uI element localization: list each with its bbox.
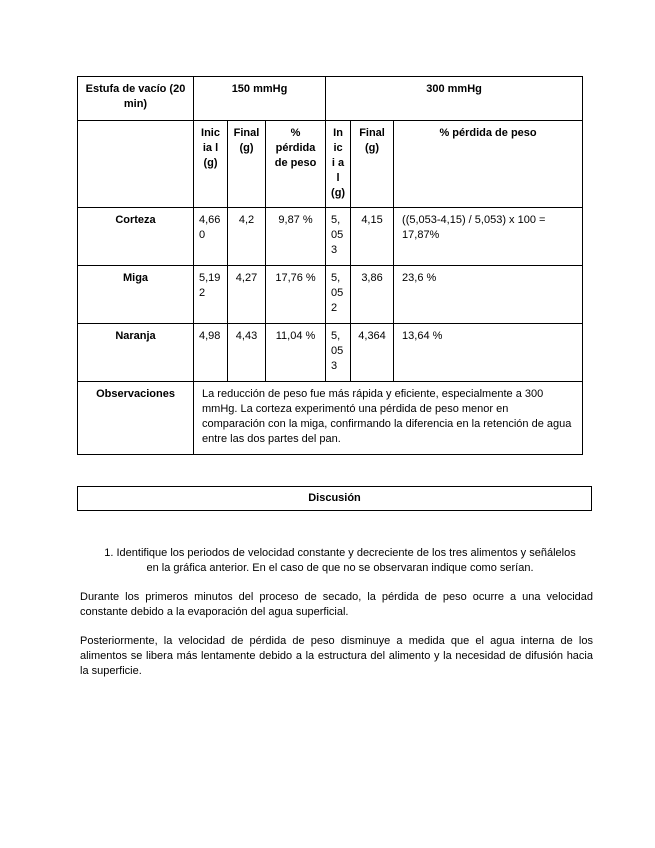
row-label-corteza: Corteza [78,208,194,266]
initial-300-cell: 5,052 [326,266,351,324]
initial-300-header: In ic i al (g) [326,121,351,208]
table-corner-header: Estufa de vacío (20 min) [78,77,194,121]
answer-paragraph-2: Posteriormente, la velocidad de pérdida de peso disminuye a medida que el agua interna de los alimentos se libera más lentamente debido a la estructura del alimento y la necesidad de difusión hacia la superficie. [80,635,593,677]
loss-300-cell: 23,6 % [394,266,583,324]
observations-label: Observaciones [78,382,194,455]
table-row [78,266,583,324]
final-150-header: Final (g) [228,121,266,208]
loss-150-cell: 9,87 % [266,208,326,266]
final-150-cell: 4,2 [228,208,266,266]
drying-results-table [77,76,583,455]
final-300-cell: 4,15 [351,208,394,266]
final-300-cell: 4,364 [351,324,394,382]
loss-300-cell: ((5,053-4,15) / 5,053) x 100 = 17,87% [394,208,583,266]
row-label-miga: Miga [78,266,194,324]
table-row [78,208,583,266]
loss-150-header: % pérdida de peso [266,121,326,208]
table-row [78,324,583,382]
final-150-cell: 4,27 [228,266,266,324]
row-label-naranja: Naranja [78,324,194,382]
pressure-300-header: 300 mmHg [326,77,583,121]
loss-300-cell: 13,64 % [394,324,583,382]
final-150-cell: 4,43 [228,324,266,382]
observations-row [78,382,583,455]
loss-150-cell: 17,76 % [266,266,326,324]
final-300-header: Final (g) [351,121,394,208]
loss-300-header: % pérdida de peso [394,121,583,208]
discussion-question: 1. Identifique los periodos de velocidad constante y decreciente de los tres alimentos y señálelos en la gráfica anterior. En el caso de que no se observaran indique como serían. [104,547,576,574]
initial-150-cell: 4,98 [194,324,228,382]
initial-300-cell: 5,053 [326,208,351,266]
initial-150-cell: 5,192 [194,266,228,324]
table-header-row [78,77,583,121]
empty-cell [78,121,194,208]
initial-300-cell: 5,053 [326,324,351,382]
initial-150-header: Inic ia l (g) [194,121,228,208]
final-300-cell: 3,86 [351,266,394,324]
loss-150-cell: 11,04 % [266,324,326,382]
answer-paragraph-1: Durante los primeros minutos del proceso de secado, la pérdida de peso ocurre a una velocidad constante debido a la evaporación del agua superficial. [80,591,593,618]
initial-150-cell: 4,660 [194,208,228,266]
table-subheader-row [78,121,583,208]
pressure-150-header: 150 mmHg [194,77,326,121]
observations-text: La reducción de peso fue más rápida y eficiente, especialmente a 300 mmHg. La corteza experimentó una pérdida de peso menor en comparación con la miga, confirmando la diferencia en la retención de agua entre las dos partes del pan. [194,382,583,455]
discussion-title: Discusión [77,486,592,511]
